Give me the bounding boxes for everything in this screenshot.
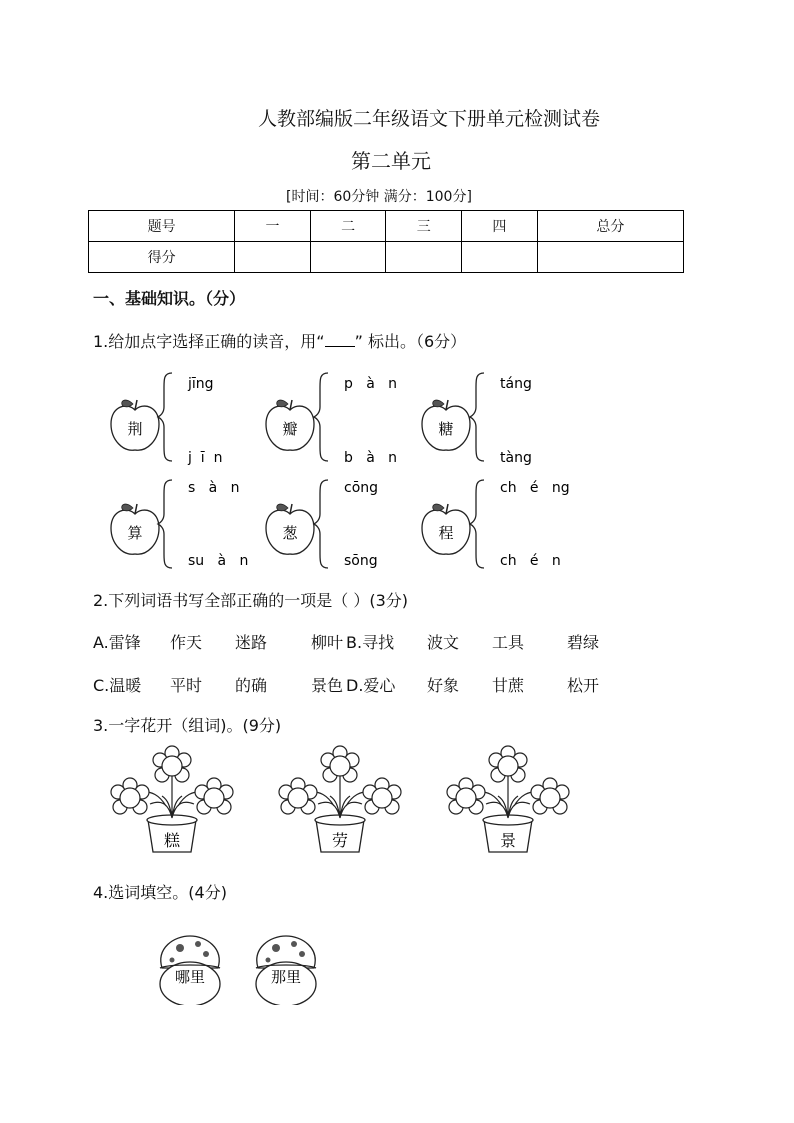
apple-item <box>266 373 397 466</box>
option-d-word: 甘蔗 <box>492 676 525 695</box>
apple-item <box>111 480 248 569</box>
mushroom-word: 那里 <box>270 968 302 986</box>
option-b-word: 工具 <box>492 633 525 652</box>
pot-char: 景 <box>499 831 517 850</box>
pinyin-option: b à n <box>344 450 398 466</box>
flower-pot <box>447 746 569 852</box>
score-cell[interactable] <box>462 242 538 273</box>
option-b-word: 波文 <box>427 633 460 652</box>
apple-char: 瓣 <box>282 420 298 438</box>
score-cell[interactable] <box>386 242 462 273</box>
question-2: 2.下列词语书写全部正确的一项是（ ）(3分) <box>93 591 409 610</box>
section-title: 一、基础知识。（分） <box>93 289 246 308</box>
score-cell[interactable] <box>235 242 311 273</box>
apple-char: 葱 <box>282 524 298 542</box>
question-1 <box>93 329 466 352</box>
unit-title: 第二单元 <box>351 149 431 173</box>
score-header-cell: 三 <box>386 211 462 242</box>
score-table-header-row <box>89 211 684 242</box>
score-header-cell: 总分 <box>537 211 683 242</box>
option-c-word: 景色 <box>311 676 344 695</box>
pinyin-option: táng <box>500 376 532 392</box>
option-c-word: C.温暖 <box>93 676 142 695</box>
mushroom-item <box>256 936 316 1005</box>
score-header-cell: 一 <box>235 211 311 242</box>
option-b-word: B.寻找 <box>346 633 395 652</box>
apple-char: 荆 <box>127 420 143 438</box>
score-header-cell: 题号 <box>89 211 235 242</box>
apple-item <box>266 480 378 569</box>
pot-char: 糕 <box>163 831 181 850</box>
flower-pot <box>279 746 401 852</box>
apple-char: 算 <box>127 524 143 542</box>
pinyin-option: ch é ng <box>500 480 570 496</box>
pinyin-option: cōng <box>344 480 379 496</box>
score-table-score-row <box>89 242 684 273</box>
score-header-cell: 二 <box>310 211 386 242</box>
question-1-suffix: ” 标出。（6分） <box>354 332 467 351</box>
option-d-word: 好象 <box>427 676 460 695</box>
option-c-word: 平时 <box>170 676 203 695</box>
mushroom-word: 哪里 <box>174 968 206 986</box>
mushrooms <box>150 930 340 1005</box>
apple-char: 程 <box>438 524 454 542</box>
option-b-word: 碧绿 <box>567 633 600 652</box>
option-d-word: D.爱心 <box>346 676 396 695</box>
flower-pots <box>100 740 600 860</box>
option-a-word: 迷路 <box>235 633 268 652</box>
pot-char: 劳 <box>331 831 349 850</box>
question-3: 3.一字花开（组词)。(9分) <box>93 716 282 735</box>
apple-char: 糖 <box>438 420 454 438</box>
option-d-word: 松开 <box>567 676 600 695</box>
apple-item <box>422 480 570 569</box>
score-row-label: 得分 <box>89 242 235 273</box>
pinyin-option: sōng <box>344 553 378 569</box>
pinyin-option: j ī n <box>188 450 223 466</box>
option-c-word: 的确 <box>235 676 268 695</box>
option-a-word: 柳叶 <box>311 633 344 652</box>
pinyin-option: s à n <box>188 480 240 496</box>
exam-title: 人教部编版二年级语文下册单元检测试卷 <box>258 108 601 130</box>
pinyin-option: tàng <box>500 450 532 466</box>
mushroom-item <box>160 936 220 1005</box>
score-cell[interactable] <box>310 242 386 273</box>
answer-blank <box>325 332 355 347</box>
apple-item <box>422 373 532 466</box>
score-cell[interactable] <box>537 242 683 273</box>
score-header-cell: 四 <box>462 211 538 242</box>
question-4: 4.选词填空。(4分) <box>93 883 227 902</box>
option-a-word: 作天 <box>170 633 203 652</box>
pinyin-option: jīng <box>188 376 214 392</box>
pinyin-option: su à n <box>188 553 249 569</box>
pinyin-option: p à n <box>344 376 398 392</box>
score-table <box>88 210 684 273</box>
pinyin-apple-grid <box>100 368 620 573</box>
question-1-prefix: 1.给加点字选择正确的读音，用“ <box>93 332 325 351</box>
flower-pot <box>111 746 233 852</box>
pinyin-option: ch é n <box>500 553 561 569</box>
apple-item <box>111 373 222 466</box>
option-a-word: A.雷锋 <box>93 633 141 652</box>
time-info: [时间：60分钟 满分：100分] <box>286 189 472 205</box>
